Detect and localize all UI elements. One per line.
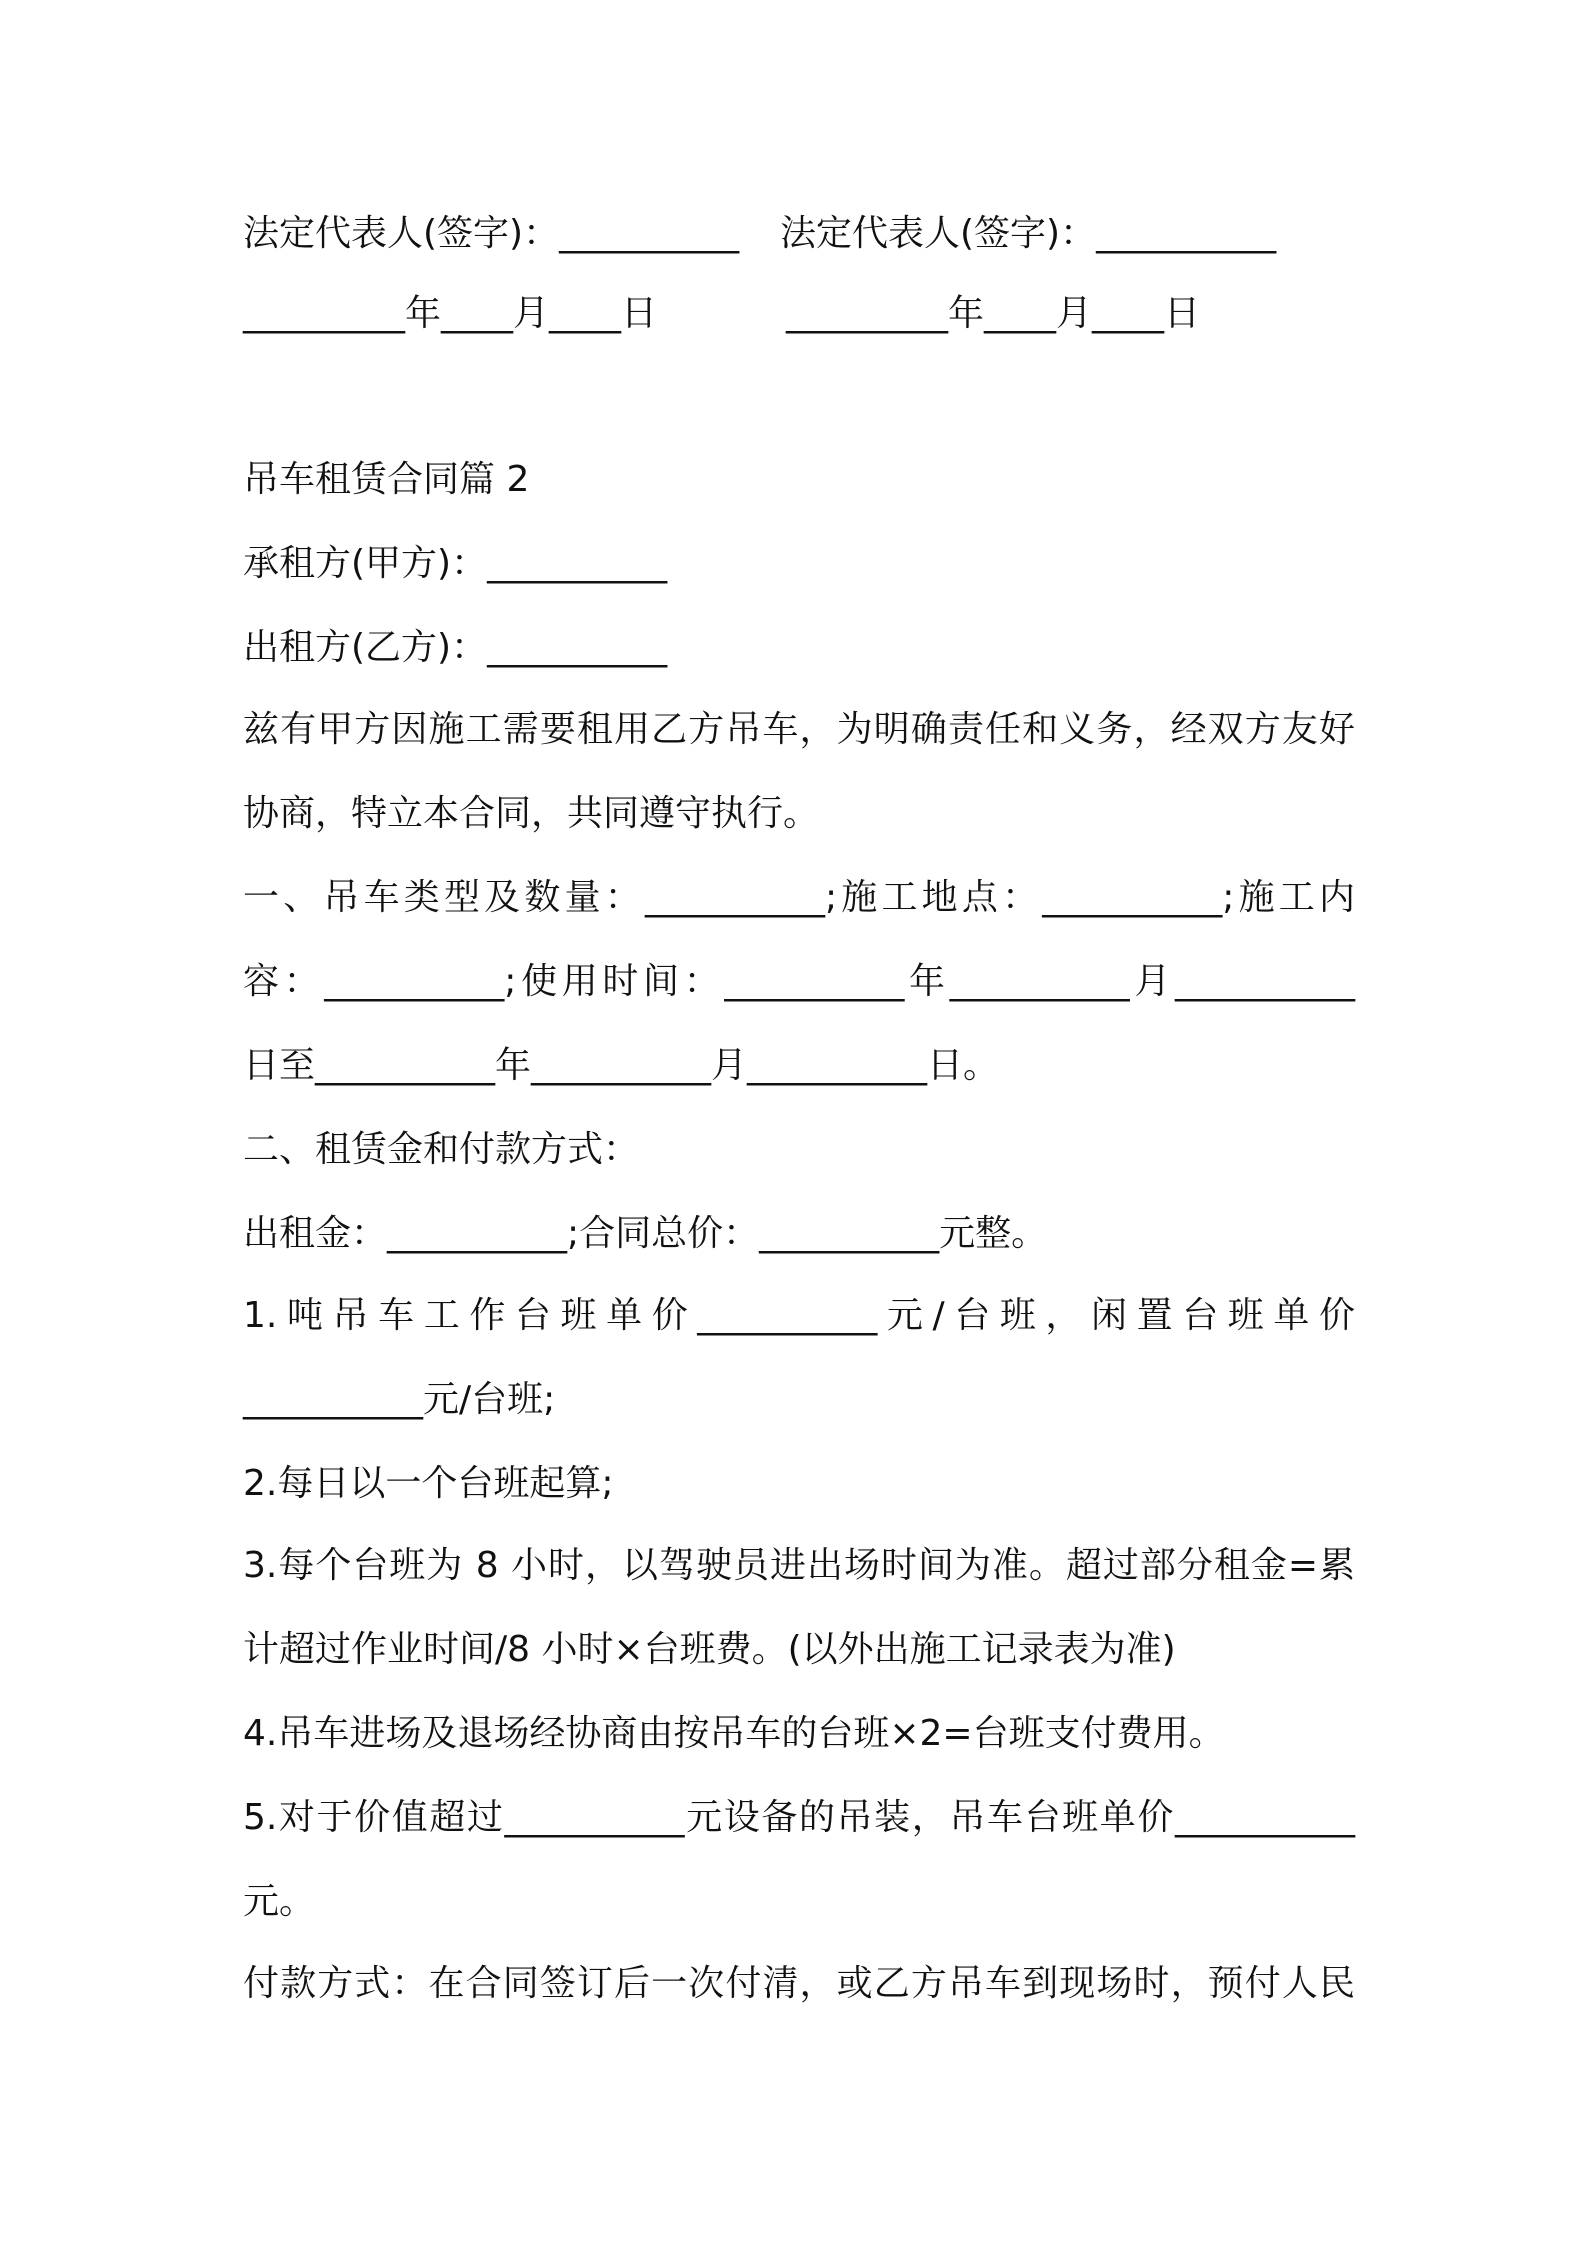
item2-heading: 二、租赁金和付款方式： — [243, 1129, 640, 1170]
lessor-line: 出租方(乙方)：__________ — [243, 627, 668, 668]
clause1-line-1: 1.吨吊车工作台班单价__________元/台班，闲置台班单价 — [243, 1295, 1355, 1336]
clause2: 2.每日以一个台班起算; — [243, 1463, 614, 1504]
item1-line-1: 一、吊车类型及数量：__________;施工地点：__________;施工内 — [243, 877, 1355, 918]
payment-line: 付款方式：在合同签订后一次付清，或乙方吊车到现场时，预付人民 — [243, 1963, 1355, 2004]
clause1-line-2: __________元/台班; — [243, 1379, 556, 1420]
clause4: 4.吊车进场及退场经协商由按吊车的台班×2=台班支付费用。 — [243, 1713, 1225, 1754]
party-a-sign-date: _________年____月____日 — [243, 293, 657, 334]
clause5-line-2: 元。 — [243, 1881, 316, 1922]
rent-line: 出租金：__________;合同总价：__________元整。 — [243, 1213, 1048, 1254]
party-b-representative-signature: 法定代表人(签字)：__________ — [780, 213, 1277, 254]
party-a-representative-signature: 法定代表人(签字)：__________ — [243, 213, 740, 254]
item1-line-3: 日至__________年__________月__________日。 — [243, 1045, 999, 1086]
lessee-line: 承租方(甲方)：__________ — [243, 543, 668, 584]
item1-line-2: 容：__________;使用时间：__________年__________月__________ — [243, 961, 1355, 1002]
intro-line-1: 兹有甲方因施工需要租用乙方吊车，为明确责任和义务，经双方友好 — [243, 709, 1355, 750]
section-title: 吊车租赁合同篇 2 — [243, 459, 530, 500]
intro-line-2: 协商，特立本合同，共同遵守执行。 — [243, 793, 820, 834]
clause3-line-1: 3.每个台班为 8 小时，以驾驶员进出场时间为准。超过部分租金=累 — [243, 1545, 1355, 1586]
clause3-line-2: 计超过作业时间/8 小时×台班费。(以外出施工记录表为准) — [243, 1629, 1176, 1670]
party-b-sign-date: _________年____月____日 — [786, 293, 1200, 334]
clause5-line-1: 5.对于价值超过__________元设备的吊装，吊车台班单价__________ — [243, 1797, 1355, 1838]
